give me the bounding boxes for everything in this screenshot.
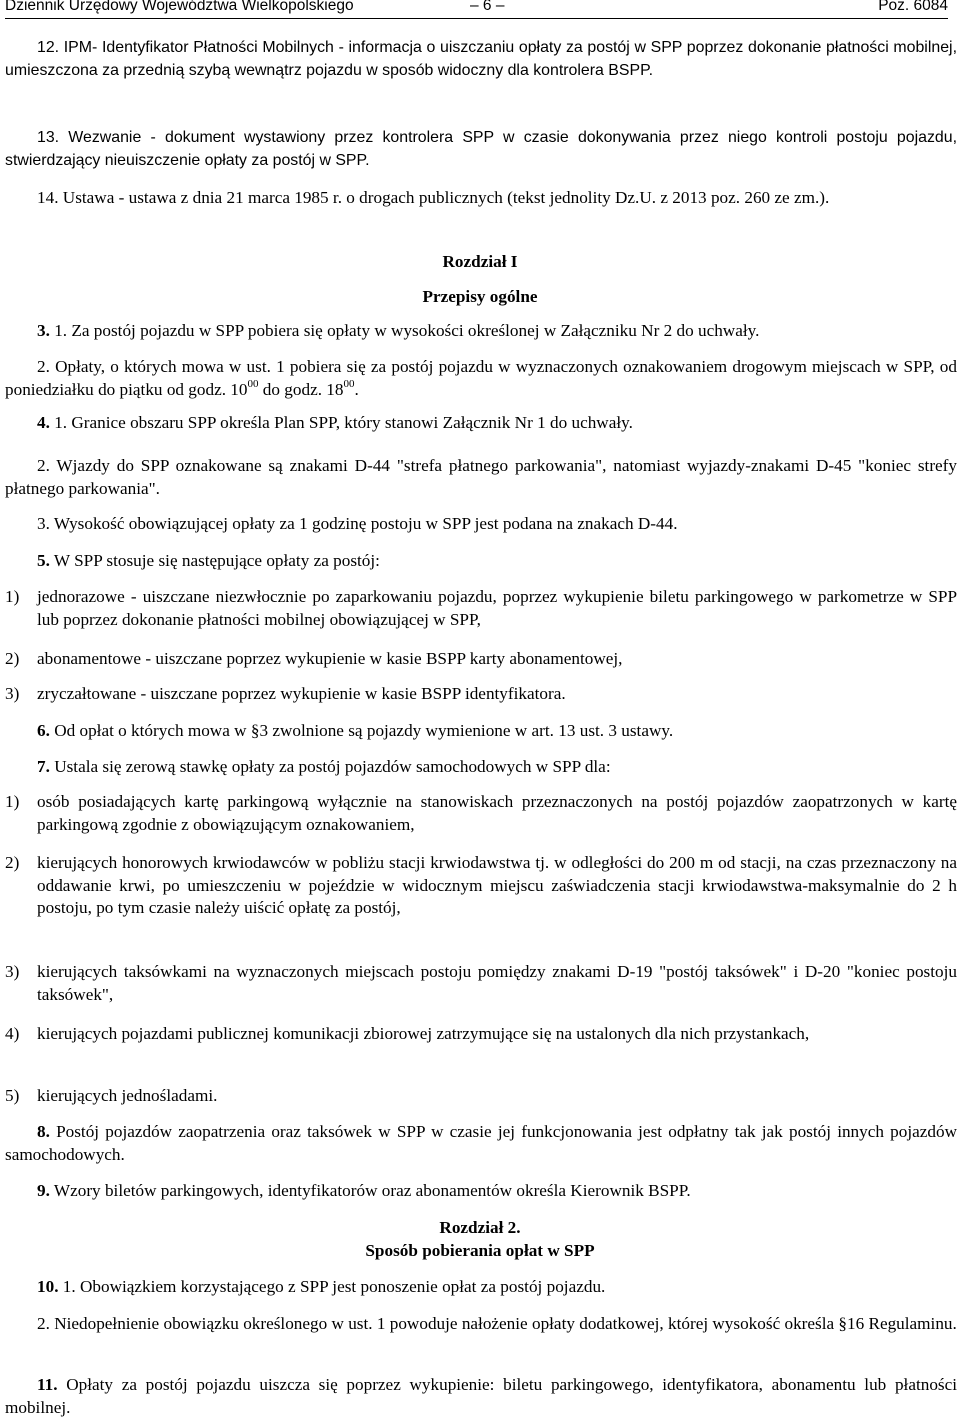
item-text: kierujących pojazdami publicznej komunikacji zbiorowej zatrzymujące się na ustalonych dla nich przystankach,	[37, 1024, 810, 1043]
section-10-number: 10.	[37, 1277, 59, 1296]
section-11	[5, 1374, 957, 1419]
section-8-text: Postój pojazdów zaopatrzenia oraz taksówek w SPP w czasie jej funkcjonowania jest odpłatny tak jak postój innych pojazdów samochodowych.	[5, 1122, 957, 1164]
item-text: kierujących honorowych krwiodawców w pobliżu stacji krwiodawstwa tj. w odległości do 200 m od stacji, na czas przeznaczony na oddawanie krwi, po umieszczeniu w pojeździe w widocznym miejscu zaświadczenia stacji krwiodawstwa-maksymalnie do 2 h postoju, po tym czasie należy uiścić opłatę za postój,	[37, 853, 957, 917]
header-divider	[5, 18, 948, 19]
chapter-1-subtitle: Przepisy ogólne	[422, 287, 538, 306]
section-10-para-2: 2. Niedopełnienie obowiązku określonego w ust. 1 powoduje nałożenie opłaty dodatkowej, której wysokość określa §16 Regulaminu.	[37, 1314, 957, 1333]
definition-14: 14. Ustawa - ustawa z dnia 21 marca 1985 r. o drogach publicznych (tekst jednolity Dz.U. z 2013 poz. 260 ze zm.).	[37, 188, 830, 207]
section-11-text: Opłaty za postój pojazdu uiszcza się poprzez wykupienie: biletu parkingowego, identyfikatora, abonamentu lub płatności mobilnej.	[5, 1375, 958, 1417]
section-3-number: 3.	[37, 321, 50, 340]
item-number: 4)	[5, 1024, 20, 1043]
item-number: 5)	[5, 1086, 20, 1105]
item-number: 1)	[5, 587, 20, 606]
section-6-number: 6.	[37, 721, 50, 740]
section-6	[5, 720, 957, 743]
item-number: 3)	[5, 962, 20, 981]
item-text: kierujących jednośladami.	[37, 1086, 218, 1105]
item-number: 2)	[5, 853, 20, 872]
position-number: Poz. 6084	[878, 0, 948, 14]
section-7-number: 7.	[37, 757, 50, 776]
section-4-para-3: 3. Wysokość obowiązującej opłaty za 1 godzinę postoju w SPP jest podana na znakach D-44.	[37, 514, 678, 533]
item-number: 2)	[5, 649, 20, 668]
section-5-intro	[5, 550, 957, 573]
section-3-para-2-end: .	[354, 379, 359, 399]
chapter-2-subtitle: Sposób pobierania opłat w SPP	[365, 1241, 595, 1260]
item-text: zryczałtowane - uiszczane poprzez wykupienie w kasie BSPP identyfikatora.	[37, 684, 566, 703]
section-7-item-2	[5, 852, 957, 920]
definition-13: 13. Wezwanie - dokument wystawiony przez kontrolera SPP w czasie dokonywania przez niego kontroli postoju pojazdu, stwierdzający nieuiszczenie opłaty za postój w SPP.	[5, 129, 957, 169]
section-9-number: 9.	[37, 1181, 50, 1200]
item-text: abonamentowe - uiszczane poprzez wykupienie w kasie BSPP karty abonamentowej,	[37, 649, 623, 668]
section-4-number: 4.	[37, 413, 50, 432]
section-8-number: 8.	[37, 1122, 50, 1141]
section-7-intro-text: Ustala się zerową stawkę opłaty za postój pojazdów samochodowych w SPP dla:	[54, 757, 611, 776]
section-3-para-1-text: 1. Za postój pojazdu w SPP pobiera się opłaty w wysokości określonej w Załączniku Nr 2 do uchwały.	[54, 321, 760, 340]
section-6-text: Od opłat o których mowa w §3 zwolnione są pojazdy wymienione w art. 13 ust. 3 ustawy.	[54, 721, 674, 740]
section-4-para-1	[5, 412, 957, 435]
section-10-para-1	[5, 1276, 957, 1299]
item-text: jednorazowe - uiszczane niezwłocznie po zaparkowaniu pojazdu, poprzez wykupienie biletu parkingowego w parkometrze w SPP lub poprzez dokonanie płatności mobilnej obowiązującej w SPP,	[37, 587, 957, 629]
section-5-item-2	[5, 648, 957, 671]
section-3-para-2	[5, 356, 957, 401]
section-5-item-3	[5, 683, 957, 706]
section-5-intro-text: W SPP stosuje się następujące opłaty za postój:	[53, 551, 380, 570]
section-7-item-1	[5, 791, 957, 836]
item-text: osób posiadających kartę parkingową wyłącznie na stanowiskach przeznaczonych na postój pojazdów zaopatrzonych w kartę parkingową zgodnie z obowiązującym oznakowaniem,	[37, 792, 957, 834]
definition-12: 12. IPM- Identyfikator Płatności Mobilnych - informacja o uiszczaniu opłaty za postój w SPP poprzez dokonanie płatności mobilnej, umieszczona za przednią szybą wewnątrz pojazdu w sposób widoczny dla kontrolera BSPP.	[5, 39, 957, 79]
section-8	[5, 1121, 957, 1166]
section-9	[5, 1180, 957, 1203]
section-7-intro	[5, 756, 957, 779]
section-3-para-2-text: 2. Opłaty, o których mowa w ust. 1 pobiera się za postój pojazdu w wyznaczonych oznakowaniem drogowym miejscach w SPP, od poniedziałku do piątku od godz. 10	[5, 357, 957, 399]
section-10-para-1-text: 1. Obowiązkiem korzystającego z SPP jest ponoszenie opłat za postój pojazdu.	[62, 1277, 606, 1296]
section-4-para-1-text: 1. Granice obszaru SPP określa Plan SPP, który stanowi Załącznik Nr 1 do uchwały.	[54, 413, 633, 432]
hour-start-superscript: 00	[247, 377, 259, 390]
page-header	[5, 0, 948, 15]
section-7-item-5	[5, 1085, 957, 1108]
journal-title: Dziennik Urzędowy Województwa Wielkopolskiego	[5, 0, 354, 14]
section-3-para-2-mid: do godz. 18	[258, 379, 344, 399]
item-text: kierujących taksówkami na wyznaczonych miejscach postoju pomiędzy znakami D-19 "postój taksówek" i D-20 "koniec postoju taksówek",	[37, 962, 957, 1004]
section-5-number: 5.	[37, 551, 50, 570]
chapter-2-title: Rozdział 2.	[439, 1218, 521, 1237]
section-7-item-3	[5, 961, 957, 1006]
chapter-1-title: Rozdział I	[442, 252, 518, 271]
hour-end-superscript: 00	[343, 377, 355, 390]
page-number: – 6 –	[470, 0, 505, 14]
section-11-number: 11.	[37, 1375, 58, 1394]
section-7-item-4	[5, 1023, 957, 1046]
item-number: 3)	[5, 684, 20, 703]
section-5-item-1	[5, 586, 957, 631]
section-9-text: Wzory biletów parkingowych, identyfikatorów oraz abonamentów określa Kierownik BSPP.	[53, 1181, 691, 1200]
section-3-para-1	[5, 320, 957, 343]
section-4-para-2: 2. Wjazdy do SPP oznakowane są znakami D-44 "strefa płatnego parkowania", natomiast wyjazdy-znakami D-45 "koniec strefy płatnego parkowania".	[5, 456, 957, 498]
item-number: 1)	[5, 792, 20, 811]
